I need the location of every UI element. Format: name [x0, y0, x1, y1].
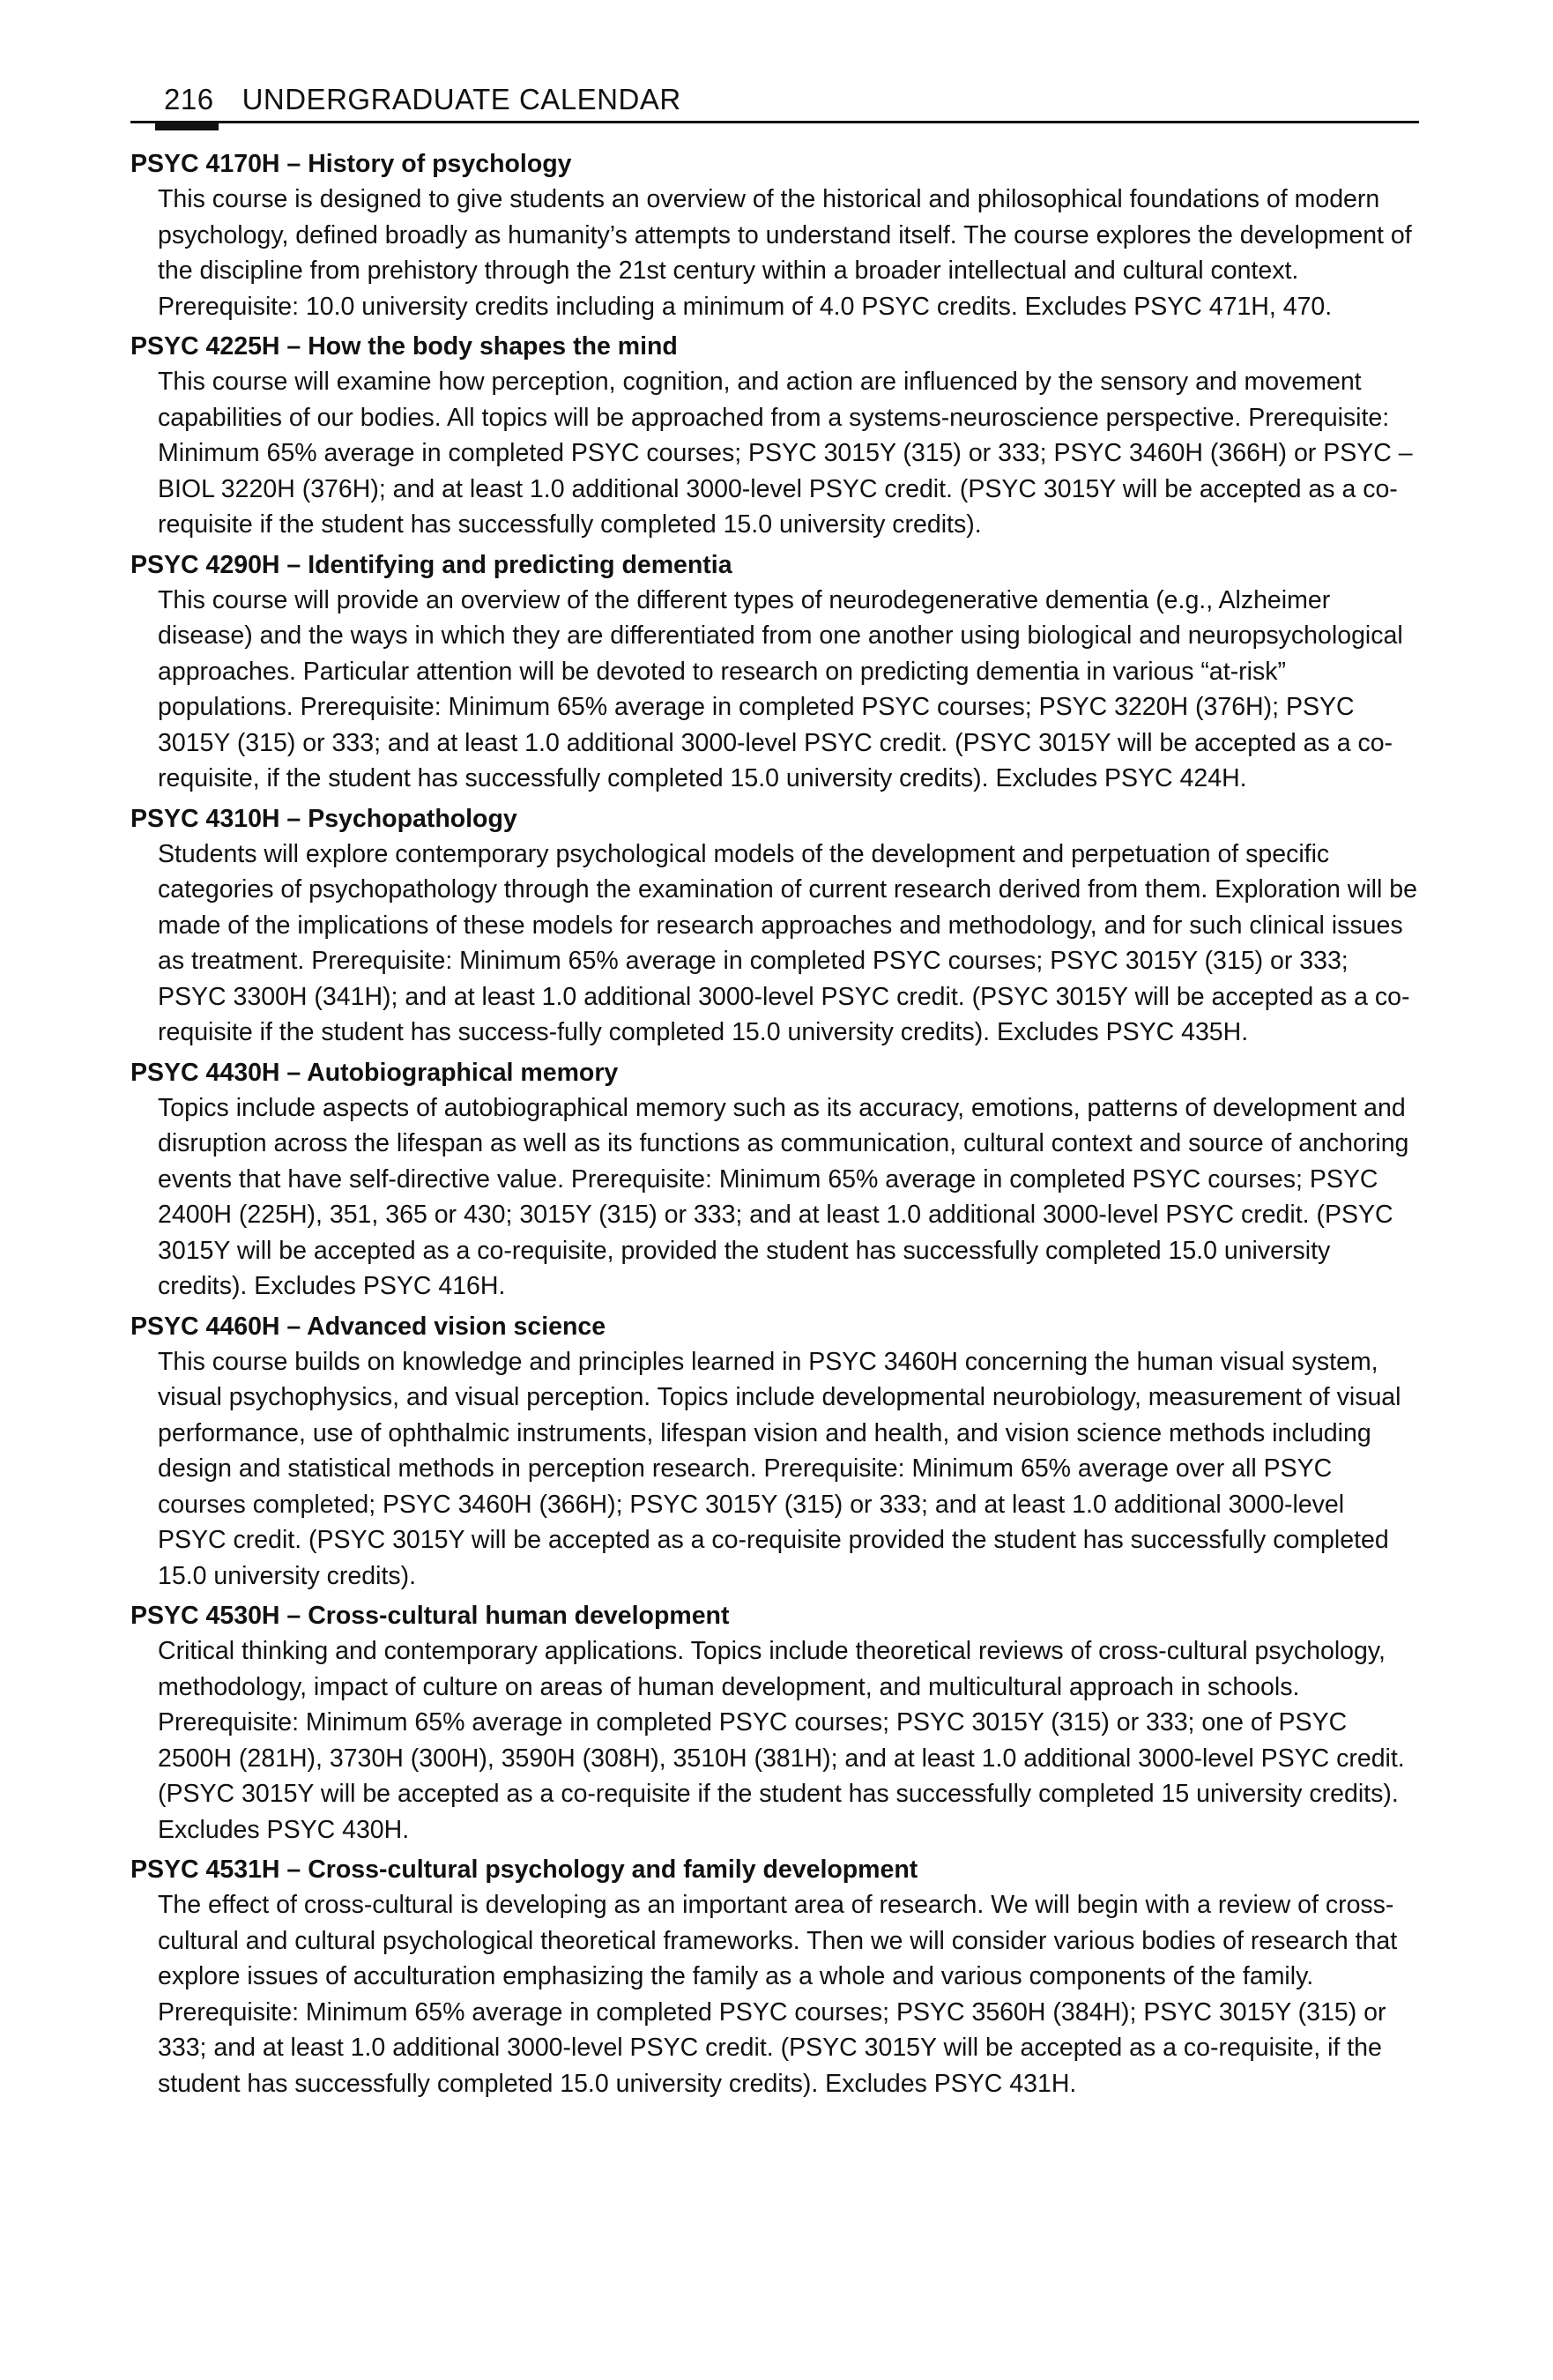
course-title: PSYC 4530H – Cross-cultural human development [130, 1602, 730, 1630]
course-description: The effect of cross-cultural is developing as an important area of research. We will begin with a review of cross-cultural and cultural psychological theoretical frameworks. Then we will consider various bodies of research that explore issues of acculturation emphasizing the family as a whole and various components of the family. Prerequisite: Minimum 65% average in completed PSYC courses; PSYC 3560H (384H); PSYC 3015Y (315) or 333; and at least 1.0 additional 3000-level PSYC credit. (PSYC 3015Y will be accepted as a co-requisite, if the student has successfully completed 15.0 university credits). Excludes PSYC 431H. [158, 1891, 1398, 2098]
course-description: Topics include aspects of autobiographical memory such as its accuracy, emotions, patterns of development and disruption across the lifespan as well as its functions as communication, cultural context and source of anchoring events that have self-directive value. Prerequisite: Minimum 65% average in completed PSYC courses; PSYC 2400H (225H), 351, 365 or 430; 3015Y (315) or 333; and at least 1.0 additional 3000-level PSYC credit. (PSYC 3015Y will be accepted as a co-requisite, provided the student has successfully completed 15.0 university credits). Excludes PSYC 416H. [158, 1093, 1409, 1300]
page-header [130, 71, 1419, 125]
header-text [164, 83, 681, 116]
course-description: This course will examine how perception, cognition, and action are influenced by the sensory and movement capabilities of our bodies. All topics will be approached from a systems-neuroscience perspective. Prerequisite: Minimum 65% average in completed PSYC courses; PSYC 3015Y (315) or 333; PSYC 3460H (366H) or PSYC – BIOL 3220H (376H); and at least 1.0 additional 3000-level PSYC credit. (PSYC 3015Y will be accepted as a co-requisite if the student has successfully completed 15.0 university credits). [158, 368, 1413, 539]
course-title: PSYC 4460H – Advanced vision science [130, 1312, 606, 1341]
course-entry [130, 1852, 1419, 2101]
page-number: 216 [164, 83, 214, 115]
course-description: This course will provide an overview of the different types of neurodegenerative dementia (e.g., Alzheimer disease) and the ways in which they are differentiated from one another using biological and neuropsychological approaches. Particular attention will be devoted to research on predicting dementia in various “at-risk” populations. Prerequisite: Minimum 65% average in completed PSYC courses; PSYC 3220H (376H); PSYC 3015Y (315) or 333; and at least 1.0 additional 3000-level PSYC credit. (PSYC 3015Y will be accepted as a co-requisite, if the student has successfully completed 15.0 university credits). Excludes PSYC 424H. [158, 585, 1403, 792]
course-title: PSYC 4170H – History of psychology [130, 150, 572, 178]
course-entry [130, 1309, 1419, 1595]
course-title: PSYC 4531H – Cross-cultural psychology and family development [130, 1856, 918, 1884]
course-entry [130, 1055, 1419, 1305]
calendar-page [130, 71, 1419, 2106]
course-description: This course is designed to give students an overview of the historical and philosophical foundations of modern psychology, defined broadly as humanity’s attempts to understand itself. The course explores the development of the discipline from prehistory through the 21st century within a broader intellectual and cultural context. Prerequisite: 10.0 university credits including a minimum of 4.0 PSYC credits. Excludes PSYC 471H, 470. [158, 185, 1412, 321]
course-entry [130, 1598, 1419, 1848]
course-description: Critical thinking and contemporary applications. Topics include theoretical reviews of cross-cultural psychology, methodology, impact of culture on areas of human development, and multicultural approach in schools. Prerequisite: Minimum 65% average in completed PSYC courses; PSYC 3015Y (315) or 333; one of PSYC 2500H (281H), 3730H (300H), 3590H (308H), 3510H (381H); and at least 1.0 additional 3000-level PSYC credit. (PSYC 3015Y will be accepted as a co-requisite if the student has successfully completed 15 university credits). Excludes PSYC 430H. [158, 1637, 1405, 1844]
course-entry [130, 801, 1419, 1051]
course-list [130, 146, 1419, 2101]
running-title: UNDERGRADUATE CALENDAR [241, 83, 681, 115]
course-title: PSYC 4225H – How the body shapes the mind [130, 332, 678, 361]
course-description: Students will explore contemporary psychological models of the development and perpetuation of specific categories of psychopathology through the examination of current research derived from them. Exploration will be made of the implications of these models for research approaches and methodology, and for such clinical issues as treatment. Prerequisite: Minimum 65% average in completed PSYC courses; PSYC 3015Y (315) or 333; PSYC 3300H (341H); and at least 1.0 additional 3000-level PSYC credit. (PSYC 3015Y will be accepted as a co-requisite if the student has success-fully completed 15.0 university credits). Excludes PSYC 435H. [158, 839, 1417, 1046]
course-title: PSYC 4430H – Autobiographical memory [130, 1058, 619, 1087]
course-description: This course builds on knowledge and principles learned in PSYC 3460H concerning the human visual system, visual psychophysics, and visual perception. Topics include developmental neurobiology, measurement of visual performance, use of ophthalmic instruments, lifespan vision and health, and vision science methods including design and statistical methods in perception research. Prerequisite: Minimum 65% average over all PSYC courses completed; PSYC 3460H (366H); PSYC 3015Y (315) or 333; and at least 1.0 additional 3000-level PSYC credit. (PSYC 3015Y will be accepted as a co-requisite provided the student has successfully completed 15.0 university credits). [158, 1347, 1401, 1590]
course-title: PSYC 4290H – Identifying and predicting dementia [130, 550, 732, 579]
course-entry [130, 547, 1419, 797]
header-tab-marker [155, 121, 219, 130]
course-entry [130, 146, 1419, 324]
course-title: PSYC 4310H – Psychopathology [130, 804, 517, 833]
header-rule [130, 121, 1419, 123]
course-entry [130, 329, 1419, 543]
